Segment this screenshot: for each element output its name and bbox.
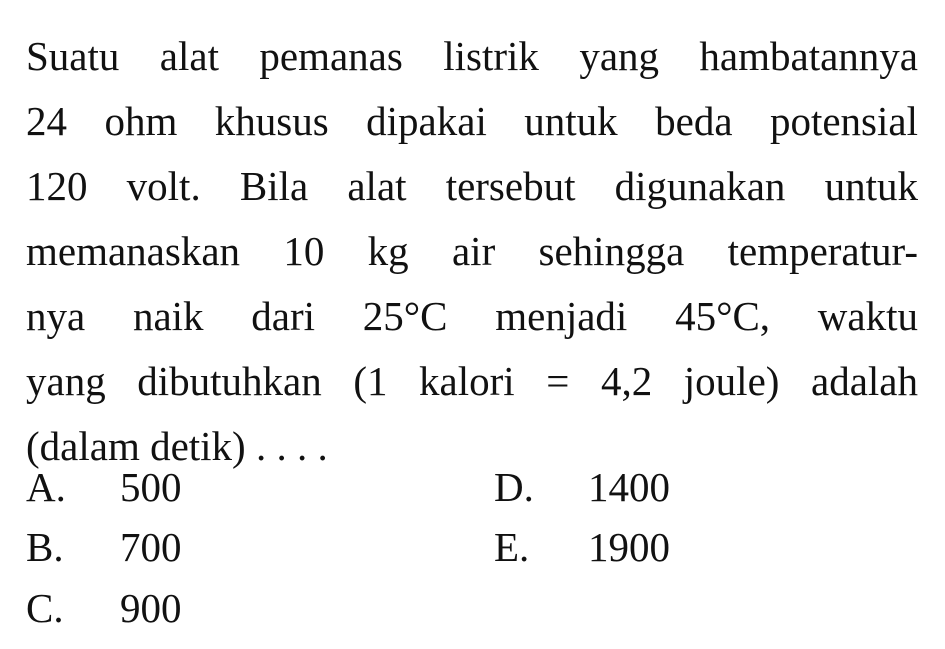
option-e[interactable] — [494, 519, 670, 575]
option-d[interactable] — [494, 459, 670, 515]
option-a[interactable] — [26, 459, 182, 515]
question-text — [26, 24, 918, 479]
option-value: 500 — [120, 464, 182, 510]
option-value: 900 — [120, 585, 182, 631]
option-letter: D. — [494, 464, 534, 510]
question-line: yang dibutuhkan (1 kalori = 4,2 joule) adalah — [26, 358, 918, 404]
option-value: 1900 — [588, 524, 670, 570]
option-letter: A. — [26, 464, 66, 510]
question-line: Suatu alat pemanas listrik yang hambatannya — [26, 33, 918, 79]
question-line: 24 ohm khusus dipakai untuk beda potensial — [26, 98, 918, 144]
option-c[interactable] — [26, 580, 182, 636]
option-letter: E. — [494, 524, 530, 570]
option-b[interactable] — [26, 519, 182, 575]
question-line: nya naik dari 25°C menjadi 45°C, waktu — [26, 293, 918, 339]
question-line: memanaskan 10 kg air sehingga temperatur- — [26, 228, 918, 274]
option-value: 700 — [120, 524, 182, 570]
option-letter: C. — [26, 585, 64, 631]
option-value: 1400 — [588, 464, 670, 510]
question-line: (dalam detik) . . . . — [26, 423, 328, 469]
question-line: 120 volt. Bila alat tersebut digunakan untuk — [26, 163, 918, 209]
option-letter: B. — [26, 524, 64, 570]
